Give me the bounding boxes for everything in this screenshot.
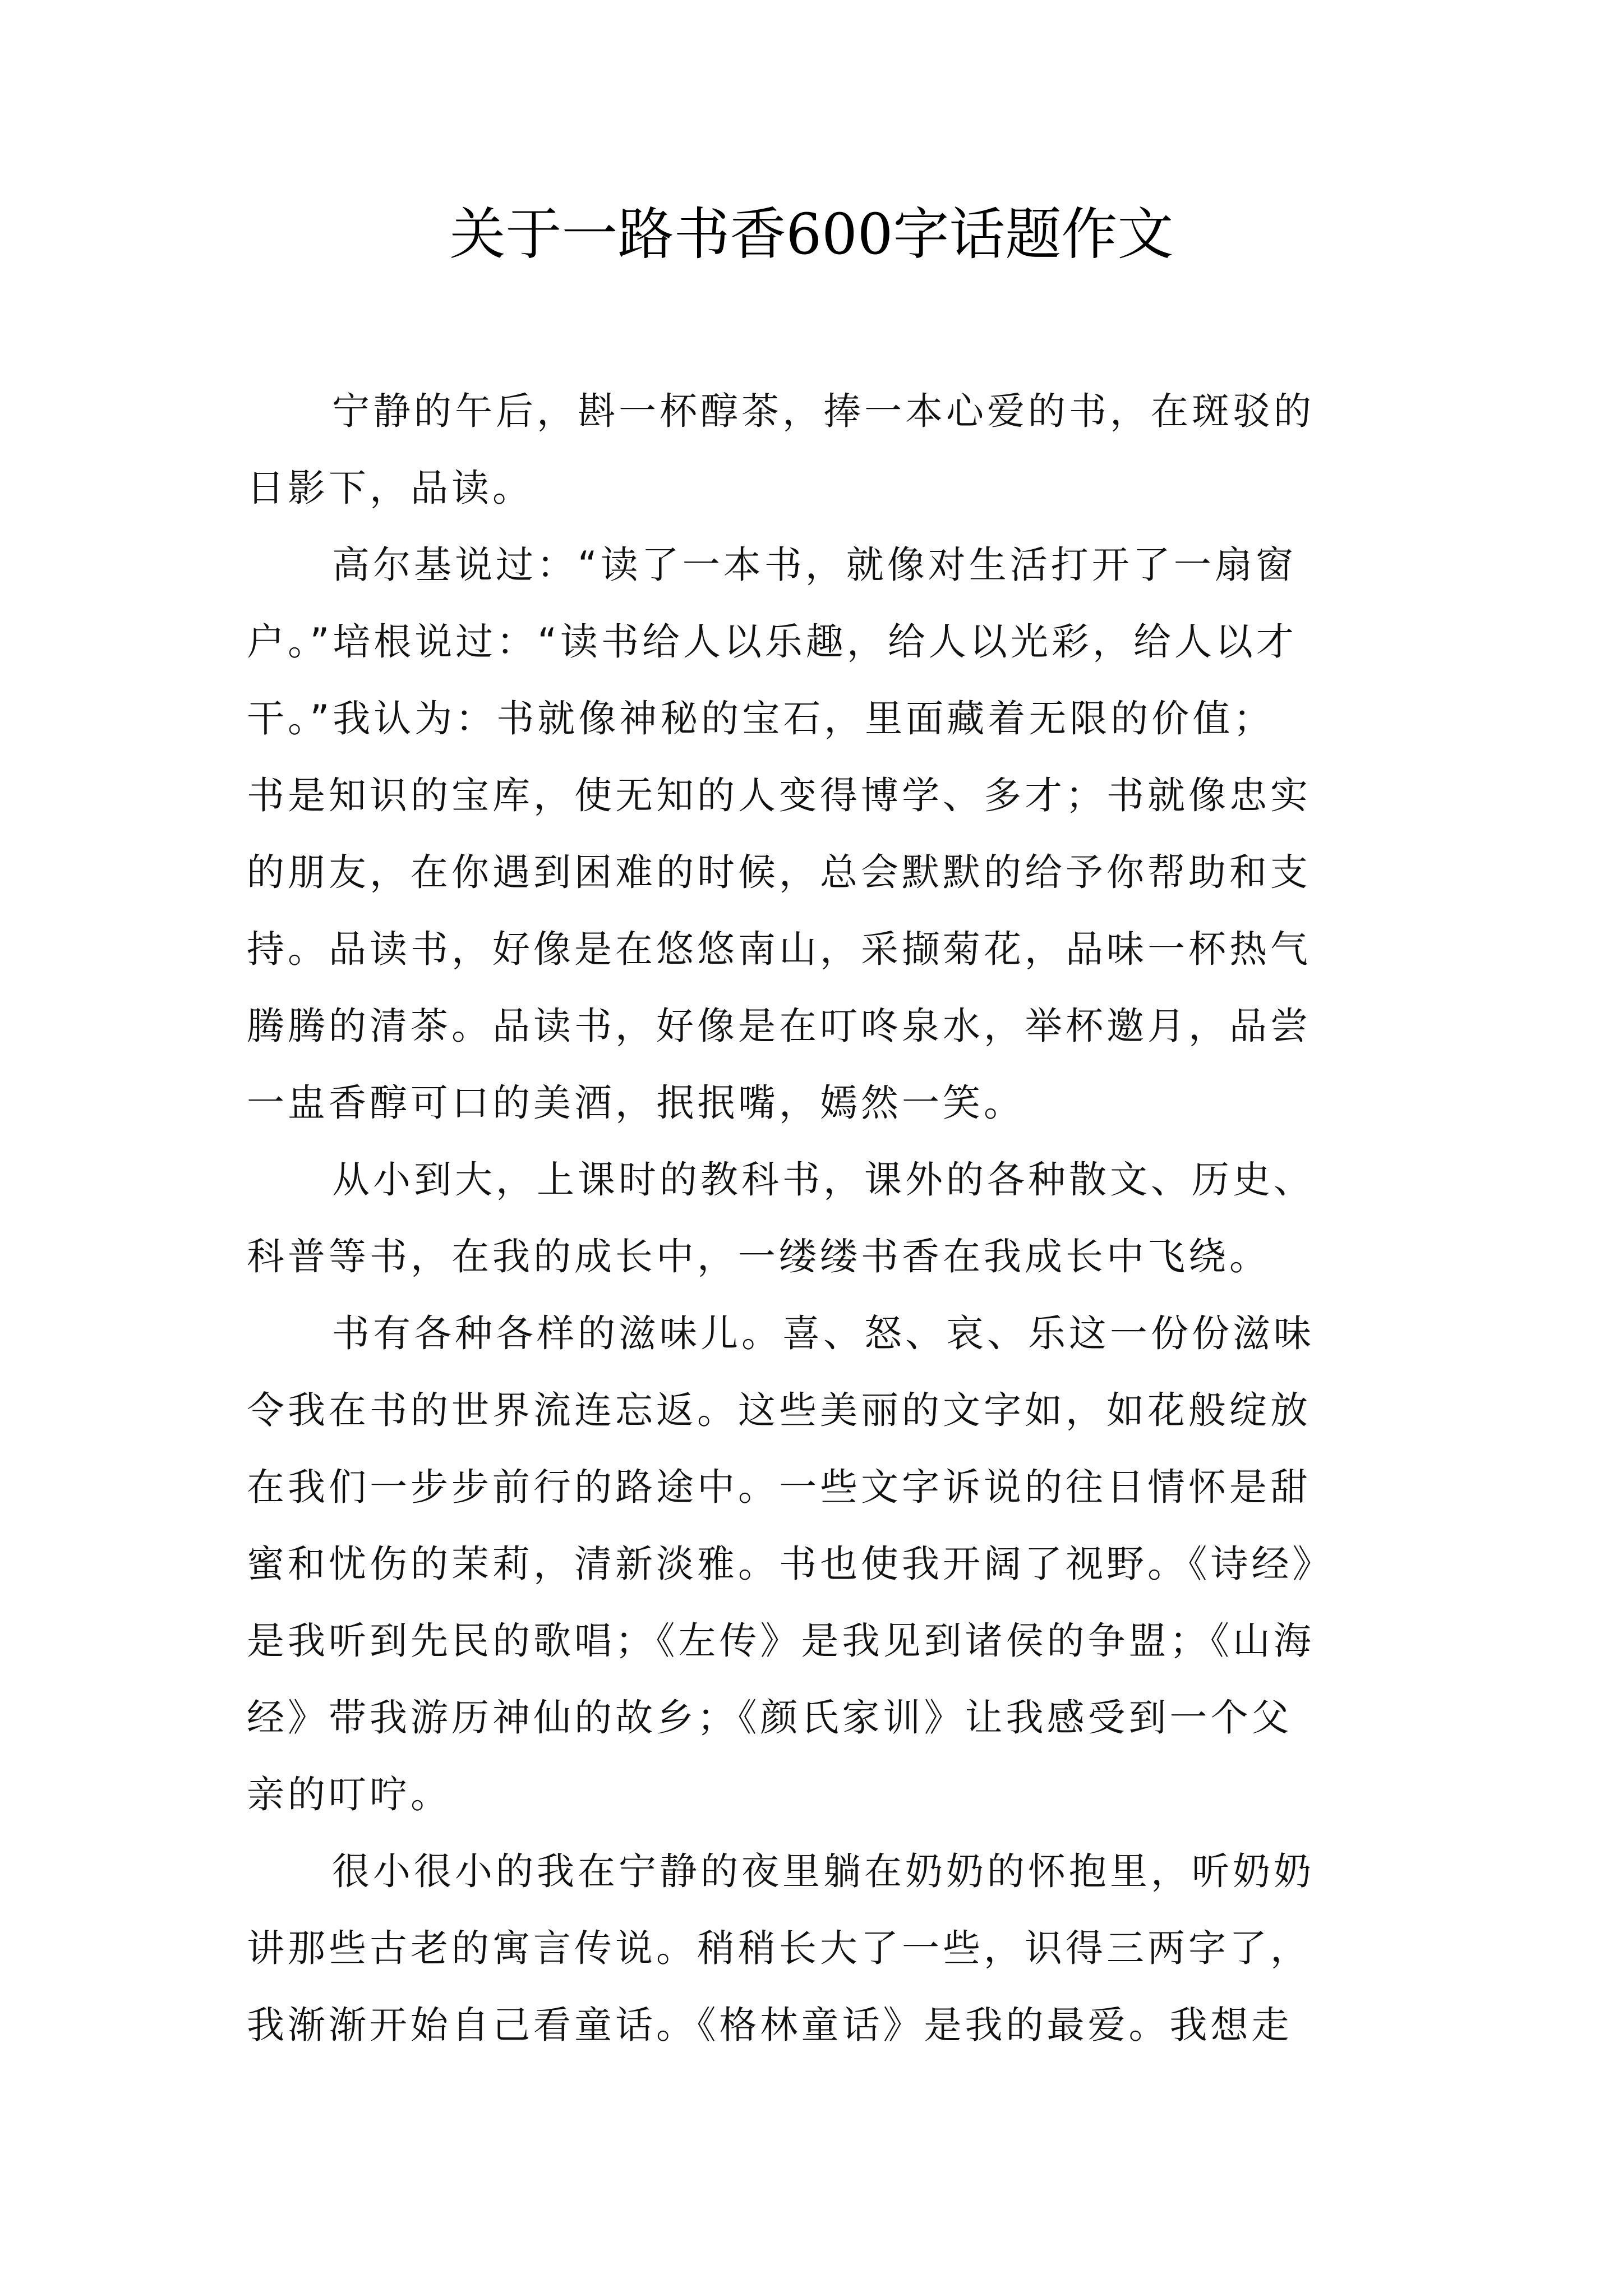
text-line: 书有各种各样的滋味儿。喜、怒、哀、乐这一份份滋味: [332, 1312, 1315, 1355]
document-body: [247, 373, 1391, 2064]
text-line: 高尔基说过：“读了一本书，就像对生活打开了一扇窗: [332, 543, 1297, 587]
text-line: 日影下，品读。: [247, 466, 533, 510]
text-line: 从小到大，上课时的教科书，课外的各种散文、历史、: [332, 1158, 1315, 1202]
text-line: 的朋友，在你遇到困难的时候，总会默默的给予你帮助和支: [247, 850, 1311, 894]
text-line: 是我听到先民的歌唱；《左传》是我见到诸侯的争盟；《山海: [247, 1619, 1315, 1663]
text-line: 科普等书，在我的成长中，一缕缕书香在我成长中飞绕。: [247, 1235, 1270, 1278]
text-line: 户。”培根说过：“读书给人以乐趣，给人以光彩，给人以才: [247, 620, 1297, 664]
document-title: 关于一路书香600字话题作文: [449, 201, 1174, 267]
text-line: 我渐渐开始自己看童话。《格林童话》是我的最爱。我想走: [247, 2003, 1293, 2047]
text-line: 令我在书的世界流连忘返。这些美丽的文字如，如花般绽放: [247, 1388, 1311, 1432]
text-line: 一盅香醇可口的美酒，抿抿嘴，嫣然一笑。: [247, 1081, 1025, 1125]
text-line: 持。品读书，好像是在悠悠南山，采撷菊花，品味一杯热气: [247, 927, 1311, 971]
text-line: 腾腾的清茶。品读书，好像是在叮咚泉水，举杯邀月，品尝: [247, 1004, 1311, 1048]
text-line: 很小很小的我在宁静的夜里躺在奶奶的怀抱里，听奶奶: [332, 1849, 1315, 1893]
text-line: 干。”我认为：书就像神秘的宝石，里面藏着无限的价值；: [247, 697, 1275, 740]
text-line: 在我们一步步前行的路途中。一些文字诉说的往日情怀是甜: [247, 1465, 1311, 1509]
text-line: 蜜和忧伤的茉莉，清新淡雅。书也使我开阔了视野。《诗经》: [247, 1542, 1334, 1586]
text-line: 讲那些古老的寓言传说。稍稍长大了一些，识得三两字了，: [247, 1926, 1311, 1970]
text-line: 宁静的午后，斟一杯醇茶，捧一本心爱的书，在斑驳的: [332, 389, 1315, 433]
text-line: 经》带我游历神仙的故乡；《颜氏家训》让我感受到一个父: [247, 1696, 1293, 1740]
text-line: 书是知识的宝库，使无知的人变得博学、多才；书就像忠实: [247, 774, 1311, 817]
text-line: 亲的叮咛。: [247, 1773, 451, 1816]
